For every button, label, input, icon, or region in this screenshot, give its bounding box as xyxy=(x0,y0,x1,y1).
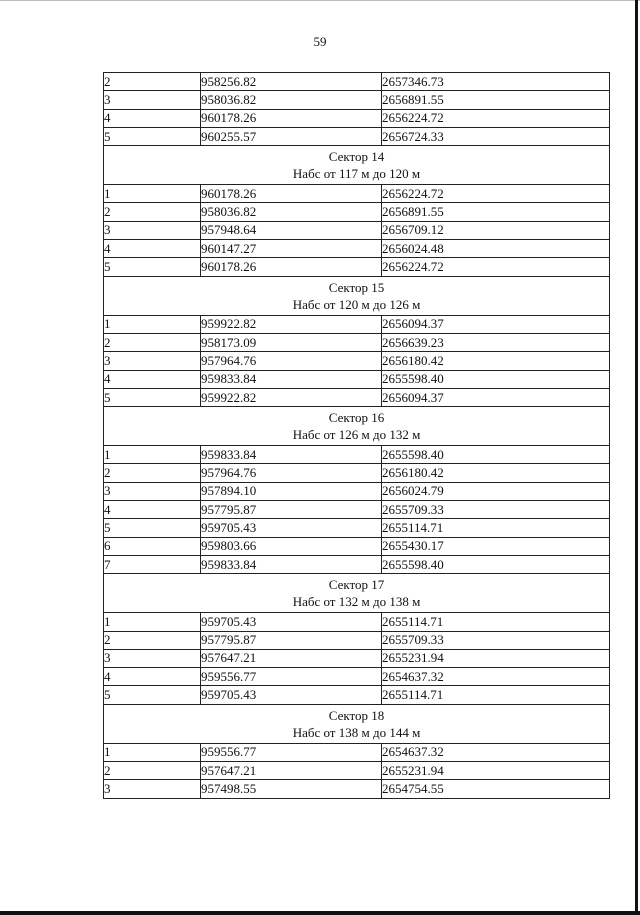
y-coordinate-cell: 2656224.72 xyxy=(382,258,610,276)
table-row xyxy=(104,203,610,221)
y-coordinate-cell: 2655114.71 xyxy=(382,613,610,631)
point-number-cell: 2 xyxy=(104,333,201,351)
sector-header-row xyxy=(104,704,610,743)
table-row xyxy=(104,686,610,704)
table-row xyxy=(104,370,610,388)
y-coordinate-cell: 2656094.37 xyxy=(382,315,610,333)
y-coordinate-cell: 2656180.42 xyxy=(382,352,610,370)
table-row xyxy=(104,352,610,370)
x-coordinate-cell: 957964.76 xyxy=(201,464,382,482)
sector-elevation-range: Набс от 126 м до 132 м xyxy=(292,427,421,443)
sector-header-cell xyxy=(104,407,610,446)
y-coordinate-cell: 2656024.79 xyxy=(382,482,610,500)
table-row xyxy=(104,501,610,519)
y-coordinate-cell: 2654637.32 xyxy=(382,743,610,761)
sector-header-cell xyxy=(104,574,610,613)
sector-elevation-range: Набс от 117 м до 120 м xyxy=(292,166,421,182)
sector-header-row xyxy=(104,146,610,185)
x-coordinate-cell: 959705.43 xyxy=(201,613,382,631)
y-coordinate-cell: 2655709.33 xyxy=(382,501,610,519)
point-number-cell: 1 xyxy=(104,446,201,464)
sector-header-cell xyxy=(104,146,610,185)
scan-bottom-edge xyxy=(0,911,640,915)
point-number-cell: 5 xyxy=(104,686,201,704)
coordinates-table-body xyxy=(104,73,610,799)
point-number-cell: 4 xyxy=(104,240,201,258)
y-coordinate-cell: 2654637.32 xyxy=(382,668,610,686)
coordinates-table xyxy=(103,72,610,799)
table-row xyxy=(104,631,610,649)
x-coordinate-cell: 957795.87 xyxy=(201,501,382,519)
x-coordinate-cell: 957894.10 xyxy=(201,482,382,500)
point-number-cell: 2 xyxy=(104,203,201,221)
table-row xyxy=(104,185,610,203)
y-coordinate-cell: 2656709.12 xyxy=(382,221,610,239)
point-number-cell: 4 xyxy=(104,370,201,388)
point-number-cell: 3 xyxy=(104,649,201,667)
y-coordinate-cell: 2656891.55 xyxy=(382,203,610,221)
table-row xyxy=(104,91,610,109)
scan-top-edge xyxy=(0,0,640,1)
point-number-cell: 4 xyxy=(104,668,201,686)
y-coordinate-cell: 2657346.73 xyxy=(382,73,610,91)
sector-header-row xyxy=(104,276,610,315)
x-coordinate-cell: 958036.82 xyxy=(201,91,382,109)
y-coordinate-cell: 2655114.71 xyxy=(382,686,610,704)
x-coordinate-cell: 959556.77 xyxy=(201,668,382,686)
point-number-cell: 4 xyxy=(104,109,201,127)
x-coordinate-cell: 959833.84 xyxy=(201,555,382,573)
x-coordinate-cell: 958173.09 xyxy=(201,333,382,351)
sector-header-row xyxy=(104,574,610,613)
table-row xyxy=(104,537,610,555)
y-coordinate-cell: 2656180.42 xyxy=(382,464,610,482)
x-coordinate-cell: 960255.57 xyxy=(201,127,382,145)
sector-elevation-range: Набс от 132 м до 138 м xyxy=(292,594,421,610)
sector-elevation-range: Набс от 138 м до 144 м xyxy=(292,724,421,740)
table-row xyxy=(104,315,610,333)
table-row xyxy=(104,762,610,780)
sector-title: Сектор 14 xyxy=(328,149,385,165)
point-number-cell: 3 xyxy=(104,91,201,109)
y-coordinate-cell: 2655598.40 xyxy=(382,446,610,464)
table-row xyxy=(104,388,610,406)
y-coordinate-cell: 2655231.94 xyxy=(382,762,610,780)
y-coordinate-cell: 2656224.72 xyxy=(382,185,610,203)
sector-header-row xyxy=(104,407,610,446)
point-number-cell: 2 xyxy=(104,464,201,482)
point-number-cell: 1 xyxy=(104,185,201,203)
table-row xyxy=(104,258,610,276)
point-number-cell: 6 xyxy=(104,537,201,555)
sector-title: Сектор 15 xyxy=(328,279,385,295)
x-coordinate-cell: 957964.76 xyxy=(201,352,382,370)
x-coordinate-cell: 959556.77 xyxy=(201,743,382,761)
sector-title: Сектор 17 xyxy=(328,577,385,593)
table-row xyxy=(104,221,610,239)
y-coordinate-cell: 2656724.33 xyxy=(382,127,610,145)
table-row xyxy=(104,127,610,145)
table-row xyxy=(104,780,610,798)
y-coordinate-cell: 2655709.33 xyxy=(382,631,610,649)
table-row xyxy=(104,555,610,573)
y-coordinate-cell: 2656891.55 xyxy=(382,91,610,109)
y-coordinate-cell: 2656224.72 xyxy=(382,109,610,127)
y-coordinate-cell: 2656094.37 xyxy=(382,388,610,406)
table-row xyxy=(104,464,610,482)
x-coordinate-cell: 958036.82 xyxy=(201,203,382,221)
x-coordinate-cell: 957795.87 xyxy=(201,631,382,649)
point-number-cell: 5 xyxy=(104,127,201,145)
x-coordinate-cell: 960147.27 xyxy=(201,240,382,258)
y-coordinate-cell: 2655598.40 xyxy=(382,370,610,388)
point-number-cell: 5 xyxy=(104,388,201,406)
x-coordinate-cell: 959705.43 xyxy=(201,519,382,537)
point-number-cell: 3 xyxy=(104,482,201,500)
sector-elevation-range: Набс от 120 м до 126 м xyxy=(292,296,421,312)
point-number-cell: 5 xyxy=(104,258,201,276)
x-coordinate-cell: 957647.21 xyxy=(201,762,382,780)
x-coordinate-cell: 957647.21 xyxy=(201,649,382,667)
x-coordinate-cell: 960178.26 xyxy=(201,109,382,127)
x-coordinate-cell: 958256.82 xyxy=(201,73,382,91)
point-number-cell: 1 xyxy=(104,743,201,761)
table-row xyxy=(104,446,610,464)
sector-title: Сектор 18 xyxy=(328,707,385,723)
point-number-cell: 1 xyxy=(104,315,201,333)
sector-title: Сектор 16 xyxy=(328,410,385,426)
x-coordinate-cell: 959833.84 xyxy=(201,370,382,388)
point-number-cell: 7 xyxy=(104,555,201,573)
x-coordinate-cell: 959705.43 xyxy=(201,686,382,704)
table-row xyxy=(104,519,610,537)
scan-right-edge xyxy=(635,0,638,915)
sector-header-cell xyxy=(104,704,610,743)
x-coordinate-cell: 959833.84 xyxy=(201,446,382,464)
point-number-cell: 2 xyxy=(104,762,201,780)
x-coordinate-cell: 959922.82 xyxy=(201,315,382,333)
point-number-cell: 2 xyxy=(104,631,201,649)
x-coordinate-cell: 959922.82 xyxy=(201,388,382,406)
y-coordinate-cell: 2655430.17 xyxy=(382,537,610,555)
y-coordinate-cell: 2655598.40 xyxy=(382,555,610,573)
point-number-cell: 1 xyxy=(104,613,201,631)
y-coordinate-cell: 2656639.23 xyxy=(382,333,610,351)
x-coordinate-cell: 960178.26 xyxy=(201,258,382,276)
table-row xyxy=(104,613,610,631)
table-row xyxy=(104,73,610,91)
y-coordinate-cell: 2654754.55 xyxy=(382,780,610,798)
point-number-cell: 2 xyxy=(104,73,201,91)
x-coordinate-cell: 959803.66 xyxy=(201,537,382,555)
page-number: 59 xyxy=(313,34,327,49)
point-number-cell: 3 xyxy=(104,352,201,370)
table-row xyxy=(104,482,610,500)
table-row xyxy=(104,240,610,258)
table-row xyxy=(104,333,610,351)
table-row xyxy=(104,109,610,127)
x-coordinate-cell: 960178.26 xyxy=(201,185,382,203)
table-row xyxy=(104,743,610,761)
y-coordinate-cell: 2655114.71 xyxy=(382,519,610,537)
x-coordinate-cell: 957498.55 xyxy=(201,780,382,798)
point-number-cell: 3 xyxy=(104,780,201,798)
table-row xyxy=(104,649,610,667)
point-number-cell: 3 xyxy=(104,221,201,239)
point-number-cell: 4 xyxy=(104,501,201,519)
y-coordinate-cell: 2655231.94 xyxy=(382,649,610,667)
x-coordinate-cell: 957948.64 xyxy=(201,221,382,239)
point-number-cell: 5 xyxy=(104,519,201,537)
sector-header-cell xyxy=(104,276,610,315)
y-coordinate-cell: 2656024.48 xyxy=(382,240,610,258)
table-row xyxy=(104,668,610,686)
